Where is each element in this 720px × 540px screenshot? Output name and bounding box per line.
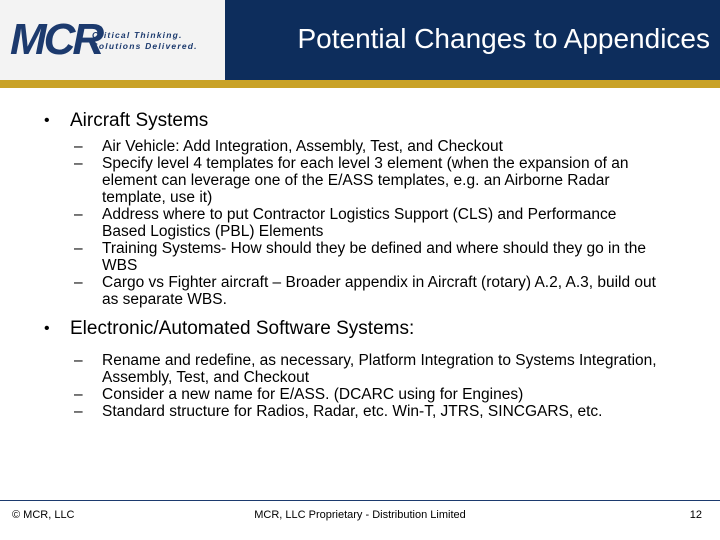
list-item [30,155,662,206]
footer-proprietary-notice: MCR, LLC Proprietary - Distribution Limited [254,509,466,521]
list-item-text: Air Vehicle: Add Integration, Assembly, Test, and Checkout [102,138,503,155]
dash-icon: – [74,386,83,403]
list-item-text: Address where to put Contractor Logistics Support (CLS) and Performance Based Logistics (PBL) Elements [102,206,617,240]
section-heading-electronic [30,318,690,340]
bullet-icon: • [44,320,50,337]
list-item [30,206,662,240]
list-item-text: Consider a new name for E/ASS. (DCARC using for Engines) [102,386,524,403]
logo-mark: MCR [10,15,102,64]
dash-icon: – [74,155,83,172]
list-item [30,403,662,420]
mcr-logo [0,0,225,80]
footer-divider [0,500,720,501]
bullet-icon: • [44,112,50,129]
dash-icon: – [74,274,83,291]
dash-icon: – [74,206,83,223]
slide-content [30,110,690,420]
section-heading-aircraft [30,110,690,132]
logo-tagline [92,30,198,52]
list-item-text: Standard structure for Radios, Radar, etc. Win-T, JTRS, SINCGARS, etc. [102,403,603,420]
list-item-text: Cargo vs Fighter aircraft – Broader appendix in Aircraft (rotary) A.2, A.3, build out as separate WBS. [102,274,656,308]
dash-icon: – [74,240,83,257]
slide-title: Potential Changes to Appendices [297,23,710,54]
list-item-text: Specify level 4 templates for each level 3 element (when the expansion of an element can leverage one of the E/ASS templates, e.g. an Airborne Radar template, use it) [102,155,629,206]
dash-icon: – [74,403,83,420]
footer-copyright: © MCR, LLC [12,509,75,521]
list-item [30,240,662,274]
logo-tagline-line-2: Solutions Delivered. [92,41,198,51]
aircraft-items [30,138,690,308]
dash-icon: – [74,138,83,155]
list-item [30,138,662,155]
list-item [30,352,662,386]
list-item [30,274,662,308]
page-number: 12 [689,509,702,521]
list-item-text: Rename and redefine, as necessary, Platform Integration to Systems Integration, Assembly, Test, and Checkout [102,352,657,386]
dash-icon: – [74,352,83,369]
electronic-items [30,352,690,420]
section-heading-text: Aircraft Systems [70,110,209,131]
logo-tagline-line-1: Critical Thinking. [92,30,183,40]
header-divider [0,80,720,88]
list-item [30,386,662,403]
section-heading-text: Electronic/Automated Software Systems: [70,318,415,339]
list-item-text: Training Systems- How should they be defined and where should they go in the WBS [102,240,646,274]
slide-header [0,0,720,80]
